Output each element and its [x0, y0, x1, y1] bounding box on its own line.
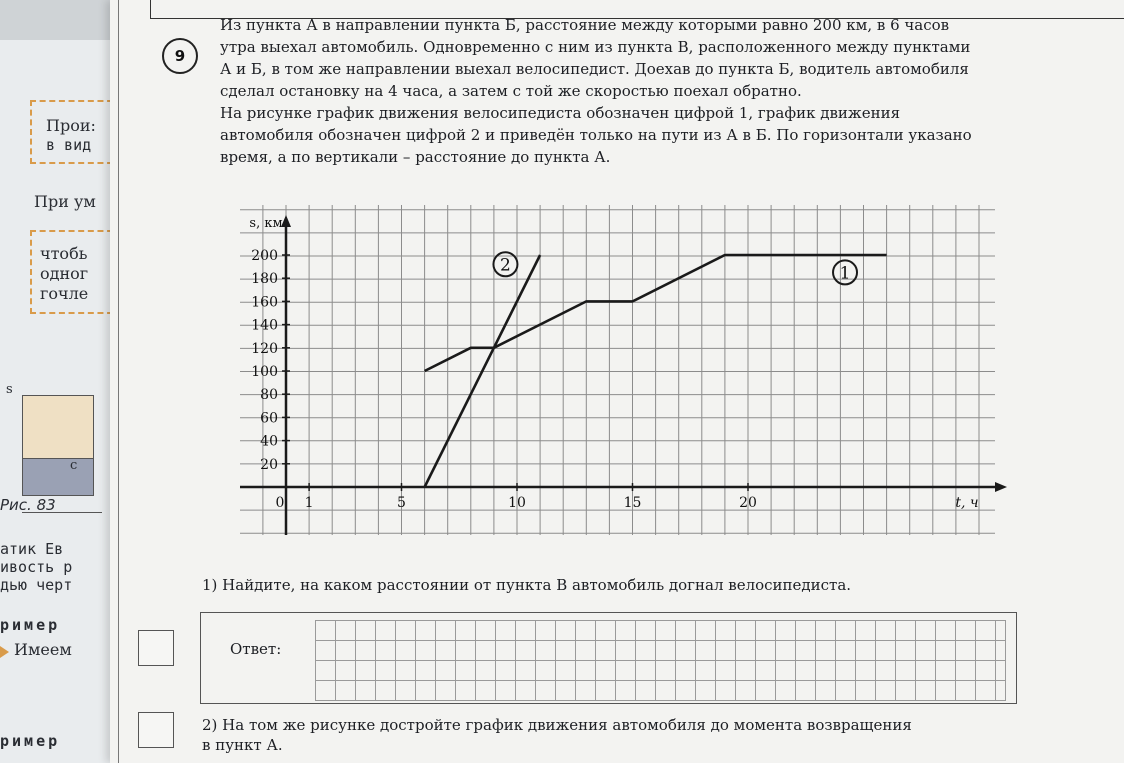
x-tick-label: 5 — [397, 495, 406, 511]
background-text-11: Имеем — [14, 640, 72, 659]
y-tick-label: 180 — [251, 271, 278, 288]
answer-label: Ответ: — [230, 640, 282, 658]
x-tick-label: 1 — [304, 495, 314, 511]
background-text-7: атик Ев — [0, 540, 64, 558]
problem-line-7: время, а по вертикали – расстояние до пункта А. — [220, 148, 611, 166]
figure-caption: Рис. 83 — [0, 496, 56, 514]
answer-input-grid[interactable] — [315, 620, 1006, 701]
question-1: 1) Найдите, на каком расстоянии от пункта В автомобиль догнал велосипедиста. — [202, 576, 852, 594]
chart-labels — [249, 216, 978, 511]
background-text-9: дью черт — [0, 576, 73, 594]
background-text-8: ивость р — [0, 558, 73, 576]
series-label-1: 1 — [839, 263, 851, 284]
series-label-2: 2 — [500, 255, 511, 276]
figure-rect-top — [22, 395, 94, 459]
question-2-line-1: 2) На том же рисунке достройте график движения автомобиля до момента возвращения — [202, 716, 912, 734]
y-tick-label: 160 — [251, 294, 278, 311]
problem-line-5: На рисунке график движения велосипедиста обозначен цифрой 1, график движения — [220, 104, 901, 122]
y-tick-label: 200 — [251, 248, 278, 264]
background-text-4: чтобь — [40, 244, 88, 263]
y-tick-label: 20 — [260, 456, 278, 473]
background-text-5: одног — [40, 264, 89, 283]
y-tick-label: 140 — [251, 317, 278, 334]
background-text-12: ример — [0, 732, 61, 750]
x-tick-label: 0 — [275, 495, 285, 511]
arrow-icon — [0, 646, 9, 658]
y-tick-label: 60 — [260, 410, 278, 427]
y-tick-label: 120 — [251, 340, 278, 357]
score-box-2[interactable] — [138, 712, 174, 748]
figure-rect-bottom — [22, 458, 94, 496]
worksheet-page — [110, 0, 1124, 763]
x-tick-label: 10 — [508, 495, 526, 511]
y-axis-label: s, км — [249, 216, 283, 231]
figure-label-bottom: c — [70, 458, 78, 473]
figure-label-side: s — [6, 382, 13, 397]
y-tick-label: 80 — [260, 387, 278, 404]
x-axis-arrow — [995, 482, 1007, 492]
x-axis-label: t, ч — [955, 495, 979, 511]
question-2-line-2: в пункт А. — [202, 736, 283, 754]
background-text-3: При ум — [34, 192, 96, 211]
problem-line-1: Из пункта А в направлении пункта Б, расстояние между которыми равно 200 км, в 6 часов — [220, 16, 950, 34]
x-tick-label: 15 — [623, 495, 642, 511]
background-text-2: в вид — [46, 136, 92, 154]
problem-line-2: утра выехал автомобиль. Одновременно с ним из пункта В, расположенного между пунктами — [220, 38, 971, 56]
problem-line-4: сделал остановку на 4 часа, а затем с той же скоростью поехал обратно. — [220, 82, 802, 100]
task-number: 9 — [162, 38, 198, 74]
problem-line-3: А и Б, в том же направлении выехал велосипедист. Доехав до пункта Б, водитель автомобиля — [220, 60, 969, 78]
problem-line-6: автомобиля обозначен цифрой 2 и приведён только на пути из А в Б. По горизонтали указано — [220, 126, 972, 144]
chart-ticks — [251, 248, 757, 511]
background-text-10: ример — [0, 616, 61, 634]
background-text-6: гочле — [40, 284, 89, 303]
y-tick-label: 40 — [260, 433, 278, 450]
x-tick-label: 20 — [739, 495, 757, 511]
background-text-1: Прои: — [46, 116, 96, 135]
y-tick-label: 100 — [251, 364, 278, 380]
score-box-1[interactable] — [138, 630, 174, 666]
